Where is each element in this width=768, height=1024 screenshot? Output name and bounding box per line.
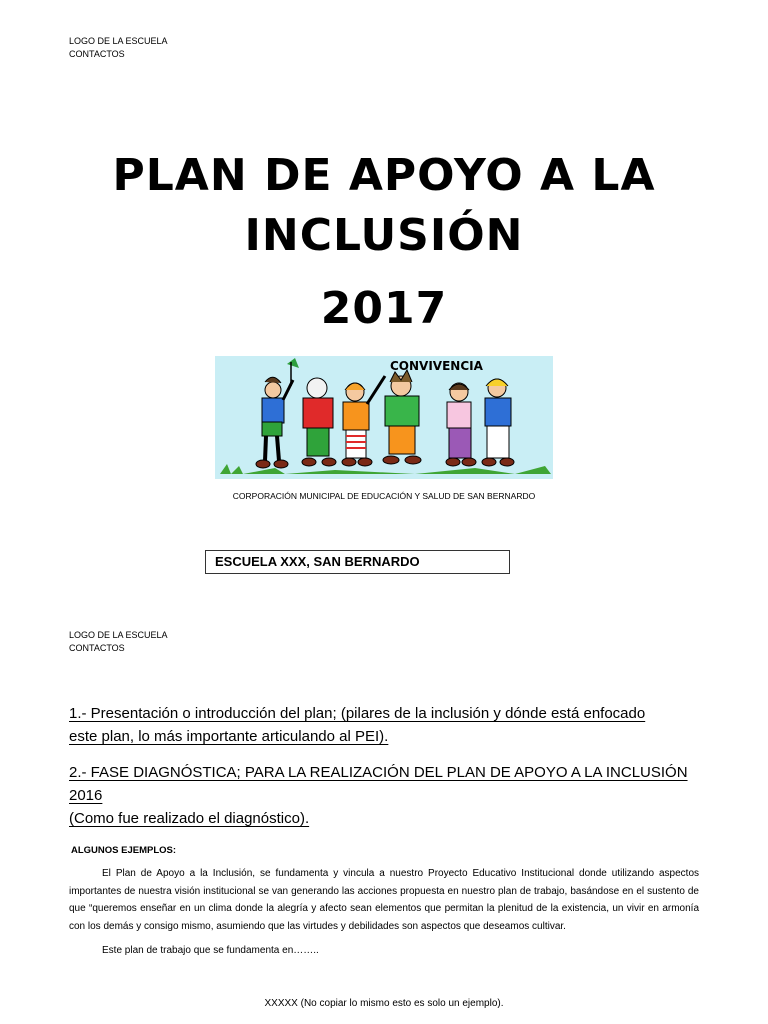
section-2-heading [69, 761, 719, 830]
school-logo-label: LOGO DE LA ESCUELA [69, 36, 168, 46]
corporation-caption: CORPORACIÓN MUNICIPAL DE EDUCACIÓN Y SALUD DE SAN BERNARDO [232, 491, 536, 501]
section-1-line-2: este plan, lo más importante articulando al PEI). [69, 728, 389, 745]
section-1-line-1: 1.- Presentación o introducción del plan; (pilares de la inclusión y dónde está enfocado [69, 705, 646, 722]
section-2-line-2: (Como fue realizado el diagnóstico). [69, 810, 310, 827]
examples-heading: ALGUNOS EJEMPLOS: [71, 845, 177, 856]
children-cartoon-image [215, 356, 553, 479]
document-title-line-2: INCLUSIÓN [244, 210, 524, 261]
section-2-line-1: 2.- FASE DIAGNÓSTICA; PARA LA REALIZACIÓN DEL PLAN DE APOYO A LA INCLUSIÓN 2016 [69, 764, 688, 804]
document-title-year: 2017 [320, 283, 448, 334]
school-logo-label: LOGO DE LA ESCUELA [69, 630, 168, 640]
school-header-top [69, 35, 168, 61]
school-contacts-label: CONTACTOS [69, 643, 125, 653]
document-title-line-1: PLAN DE APOYO A LA [112, 150, 656, 201]
convivencia-banner: CONVIVENCIA [390, 359, 483, 373]
examples-paragraph-2: Este plan de trabajo que se fundamenta en…….. [102, 945, 319, 956]
school-contacts-label: CONTACTOS [69, 49, 125, 59]
school-header-mid [69, 629, 168, 655]
convivencia-illustration [215, 356, 553, 479]
examples-paragraph: El Plan de Apoyo a la Inclusión, se fundamenta y vincula a nuestro Proyecto Educativo Institucional donde utilizando aspectos importantes de nuestra visión institucional se van generando las acciones propuesta en nuestro plan de trabajo, basándose en el sustento de que “queremos enseñar en un clima donde la alegría y afecto sean elementos que permitan la plenitud de la existencia, un vivir en armonía con los demás y consigo mismo, asumiendo que las virtudes y debilidades son aspectos que deseamos cultivar. [69, 868, 699, 932]
section-1-heading [69, 702, 719, 748]
copy-warning-note: XXXXX (No copiar lo mismo esto es solo un ejemplo). [264, 998, 504, 1009]
school-name-box: ESCUELA XXX, SAN BERNARDO [205, 550, 510, 574]
